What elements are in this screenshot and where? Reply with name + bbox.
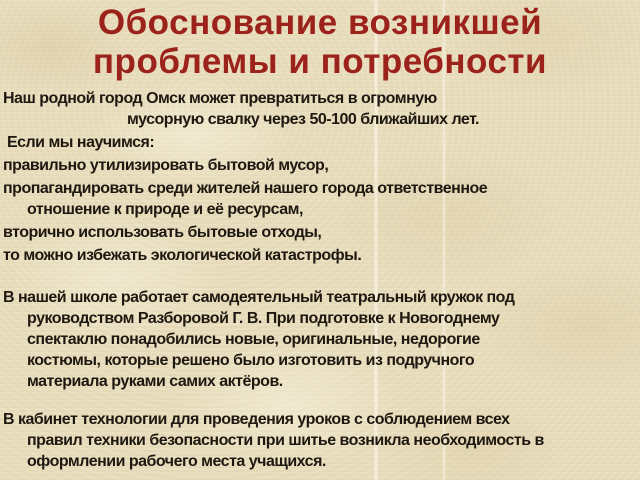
slide-body <box>0 81 640 472</box>
text-line: правил техники безопасности при шитье возникла необходимость в <box>27 432 544 449</box>
body-paragraph <box>3 132 636 153</box>
text-line: пропагандировать среди жителей нашего города ответственное <box>3 180 488 197</box>
text-line: мусорную свалку через 50-100 ближайших лет. <box>127 111 479 128</box>
body-paragraph <box>3 88 636 130</box>
body-paragraph <box>3 287 636 392</box>
slide-title <box>0 0 640 81</box>
text-line: отношение к природе и её ресурсам, <box>27 201 303 218</box>
body-paragraph <box>3 155 636 176</box>
text-line: руководством Разборовой Г. В. При подготовке к Новогоднему <box>27 310 500 327</box>
body-paragraph <box>3 245 636 266</box>
text-line: Если мы научимся: <box>3 134 155 151</box>
text-line: правильно утилизировать бытовой мусор, <box>3 157 329 174</box>
text-line: то можно избежать экологической катастрофы. <box>3 247 362 264</box>
text-line: Наш родной город Омск может превратиться в огромную <box>3 90 437 107</box>
slide-title-line: Обоснование возникшей <box>97 3 543 42</box>
text-line: материала руками самих актёров. <box>27 373 283 390</box>
body-paragraph <box>3 409 636 472</box>
text-line: В кабинет технологии для проведения уроков с соблюдением всех <box>3 411 510 428</box>
body-paragraph <box>3 178 636 220</box>
text-line: В нашей школе работает самодеятельный театральный кружок под <box>3 289 515 306</box>
text-line: спектаклю понадобились новые, оригинальные, недорогие <box>27 331 480 348</box>
text-line: вторично использовать бытовые отходы, <box>3 224 322 241</box>
slide-title-line: проблемы и потребности <box>92 42 548 81</box>
text-line: костюмы, которые решено было изготовить из подручного <box>27 352 475 369</box>
body-paragraph <box>3 222 636 243</box>
text-line: оформлении рабочего места учащихся. <box>27 453 326 470</box>
